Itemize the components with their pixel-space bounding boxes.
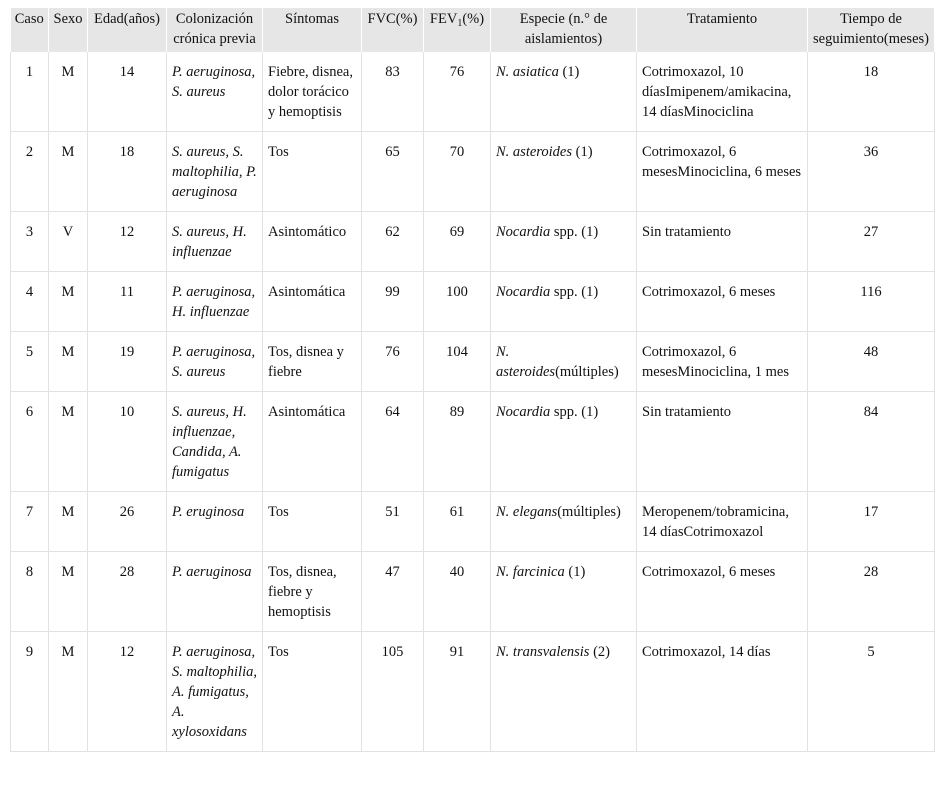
cell-sintomas: Tos, disnea y fiebre xyxy=(263,332,362,392)
cell-edad: 10 xyxy=(88,392,167,492)
cell-colonizacion: P. eruginosa xyxy=(167,492,263,552)
cell-tratamiento: Cotrimoxazol, 6 meses xyxy=(637,552,808,632)
table-row xyxy=(11,332,935,392)
cell-sintomas: Asintomática xyxy=(263,392,362,492)
especie-name: N. asteroides xyxy=(496,144,572,160)
especie-name: N. asteroides xyxy=(496,344,556,380)
cell-colonizacion: P. aeruginosa, S. maltophilia, A. fumigatus, A. xylosoxidans xyxy=(167,632,263,752)
cell-sintomas: Asintomático xyxy=(263,212,362,272)
cell-fvc: 83 xyxy=(362,52,424,132)
cell-sintomas: Fiebre, disnea, dolor torácico y hemoptisis xyxy=(263,52,362,132)
cell-tratamiento: Cotrimoxazol, 6 mesesMinociclina, 6 meses xyxy=(637,132,808,212)
cell-tiempo: 84 xyxy=(808,392,935,492)
cell-tratamiento: Sin tratamiento xyxy=(637,392,808,492)
cell-fvc: 47 xyxy=(362,552,424,632)
cell-sexo: M xyxy=(49,132,88,212)
header-tiempo: Tiempo de seguimiento(meses) xyxy=(808,8,935,52)
cell-especie xyxy=(491,552,637,632)
cell-tratamiento: Cotrimoxazol, 6 meses xyxy=(637,272,808,332)
cell-fvc: 76 xyxy=(362,332,424,392)
cell-sexo: M xyxy=(49,332,88,392)
cell-fev1: 61 xyxy=(424,492,491,552)
cell-tiempo: 28 xyxy=(808,552,935,632)
header-sexo: Sexo xyxy=(49,8,88,52)
cell-tratamiento: Cotrimoxazol, 10 díasImipenem/amikacina, 14 díasMinociclina xyxy=(637,52,808,132)
table-row xyxy=(11,632,935,752)
cell-especie xyxy=(491,272,637,332)
especie-count: (1) xyxy=(572,144,593,160)
cell-fvc: 65 xyxy=(362,132,424,212)
especie-count: (1) xyxy=(558,64,580,80)
cell-especie xyxy=(491,332,637,392)
header-sintomas: Síntomas xyxy=(263,8,362,52)
cell-especie xyxy=(491,492,637,552)
cell-colonizacion: P. aeruginosa xyxy=(167,552,263,632)
especie-name: N. transvalensis xyxy=(496,644,590,660)
cell-sexo: M xyxy=(49,632,88,752)
cell-tiempo: 36 xyxy=(808,132,935,212)
header-fev-main: FEV xyxy=(429,11,458,27)
table-row xyxy=(11,52,935,132)
cell-colonizacion: S. aureus, H. influenzae, Candida, A. fumigatus xyxy=(167,392,263,492)
cell-colonizacion: P. aeruginosa, S. aureus xyxy=(167,52,263,132)
header-edad: Edad(años) xyxy=(88,8,167,52)
cell-colonizacion: P. aeruginosa, S. aureus xyxy=(167,332,263,392)
cell-tiempo: 17 xyxy=(808,492,935,552)
cell-tiempo: 48 xyxy=(808,332,935,392)
cell-sintomas: Asintomática xyxy=(263,272,362,332)
cell-fev1: 89 xyxy=(424,392,491,492)
cell-fvc: 64 xyxy=(362,392,424,492)
cell-tiempo: 27 xyxy=(808,212,935,272)
cell-tratamiento: Cotrimoxazol, 14 días xyxy=(637,632,808,752)
cell-caso: 3 xyxy=(11,212,49,272)
cell-tiempo: 116 xyxy=(808,272,935,332)
cell-edad: 11 xyxy=(88,272,167,332)
header-tratamiento: Tratamiento xyxy=(637,8,808,52)
header-fev1 xyxy=(424,8,491,52)
cell-edad: 14 xyxy=(88,52,167,132)
header-colonizacion: Colonización crónica previa xyxy=(167,8,263,52)
cell-sexo: M xyxy=(49,492,88,552)
table-row xyxy=(11,272,935,332)
cell-caso: 1 xyxy=(11,52,49,132)
header-fev-tail: (%) xyxy=(462,11,485,27)
cell-caso: 9 xyxy=(11,632,49,752)
cell-colonizacion: P. aeruginosa, H. influenzae xyxy=(167,272,263,332)
cell-sexo: M xyxy=(49,552,88,632)
especie-name: Nocardia xyxy=(496,224,551,240)
cell-fev1: 91 xyxy=(424,632,491,752)
cell-edad: 28 xyxy=(88,552,167,632)
cell-tratamiento: Cotrimoxazol, 6 mesesMinociclina, 1 mes xyxy=(637,332,808,392)
cell-tratamiento: Sin tratamiento xyxy=(637,212,808,272)
especie-count: (múltiples) xyxy=(555,364,619,380)
header-fvc: FVC(%) xyxy=(362,8,424,52)
cell-fvc: 105 xyxy=(362,632,424,752)
cell-colonizacion: S. aureus, S. maltophilia, P. aeruginosa xyxy=(167,132,263,212)
cell-fvc: 99 xyxy=(362,272,424,332)
cell-fev1: 100 xyxy=(424,272,491,332)
cell-especie xyxy=(491,212,637,272)
especie-name: Nocardia xyxy=(496,284,551,300)
especie-count: (2) xyxy=(589,644,610,660)
especie-name: N. elegans xyxy=(496,504,558,520)
especie-count: spp. (1) xyxy=(550,284,599,300)
header-caso: Caso xyxy=(11,8,49,52)
cell-sexo: M xyxy=(49,272,88,332)
especie-count: (múltiples) xyxy=(557,504,621,520)
cell-caso: 4 xyxy=(11,272,49,332)
cell-caso: 5 xyxy=(11,332,49,392)
cell-especie xyxy=(491,132,637,212)
cell-sexo: M xyxy=(49,52,88,132)
cell-fev1: 70 xyxy=(424,132,491,212)
especie-count: spp. (1) xyxy=(550,404,599,420)
cell-fev1: 69 xyxy=(424,212,491,272)
header-fev-sub: 1 xyxy=(457,18,463,29)
cell-fev1: 104 xyxy=(424,332,491,392)
cell-edad: 18 xyxy=(88,132,167,212)
cell-fvc: 51 xyxy=(362,492,424,552)
cell-edad: 12 xyxy=(88,212,167,272)
table-row xyxy=(11,492,935,552)
especie-count: (1) xyxy=(564,564,586,580)
header-row xyxy=(11,8,935,52)
cell-sintomas: Tos xyxy=(263,132,362,212)
table-row xyxy=(11,132,935,212)
cell-caso: 8 xyxy=(11,552,49,632)
cell-especie xyxy=(491,52,637,132)
cell-fev1: 76 xyxy=(424,52,491,132)
cell-sexo: M xyxy=(49,392,88,492)
table-row xyxy=(11,212,935,272)
table-row xyxy=(11,392,935,492)
cell-caso: 6 xyxy=(11,392,49,492)
cell-edad: 19 xyxy=(88,332,167,392)
cell-sexo: V xyxy=(49,212,88,272)
cell-tratamiento: Meropenem/tobramicina, 14 díasCotrimoxazol xyxy=(637,492,808,552)
cell-edad: 26 xyxy=(88,492,167,552)
cell-fev1: 40 xyxy=(424,552,491,632)
table-body xyxy=(11,52,935,752)
especie-count: spp. (1) xyxy=(550,224,599,240)
cell-especie xyxy=(491,392,637,492)
cell-caso: 7 xyxy=(11,492,49,552)
cell-sintomas: Tos xyxy=(263,492,362,552)
especie-name: Nocardia xyxy=(496,404,551,420)
cell-caso: 2 xyxy=(11,132,49,212)
cell-fvc: 62 xyxy=(362,212,424,272)
cell-colonizacion: S. aureus, H. influenzae xyxy=(167,212,263,272)
cell-sintomas: Tos, disnea, fiebre y hemoptisis xyxy=(263,552,362,632)
cell-edad: 12 xyxy=(88,632,167,752)
cell-tiempo: 18 xyxy=(808,52,935,132)
cell-especie xyxy=(491,632,637,752)
table-header xyxy=(11,8,935,52)
cell-tiempo: 5 xyxy=(808,632,935,752)
cell-sintomas: Tos xyxy=(263,632,362,752)
table-row xyxy=(11,552,935,632)
header-especie: Especie (n.° de aislamientos) xyxy=(491,8,637,52)
especie-name: N. farcinica xyxy=(496,564,565,580)
especie-name: N. asiatica xyxy=(496,64,559,80)
clinical-cases-table xyxy=(10,8,935,752)
